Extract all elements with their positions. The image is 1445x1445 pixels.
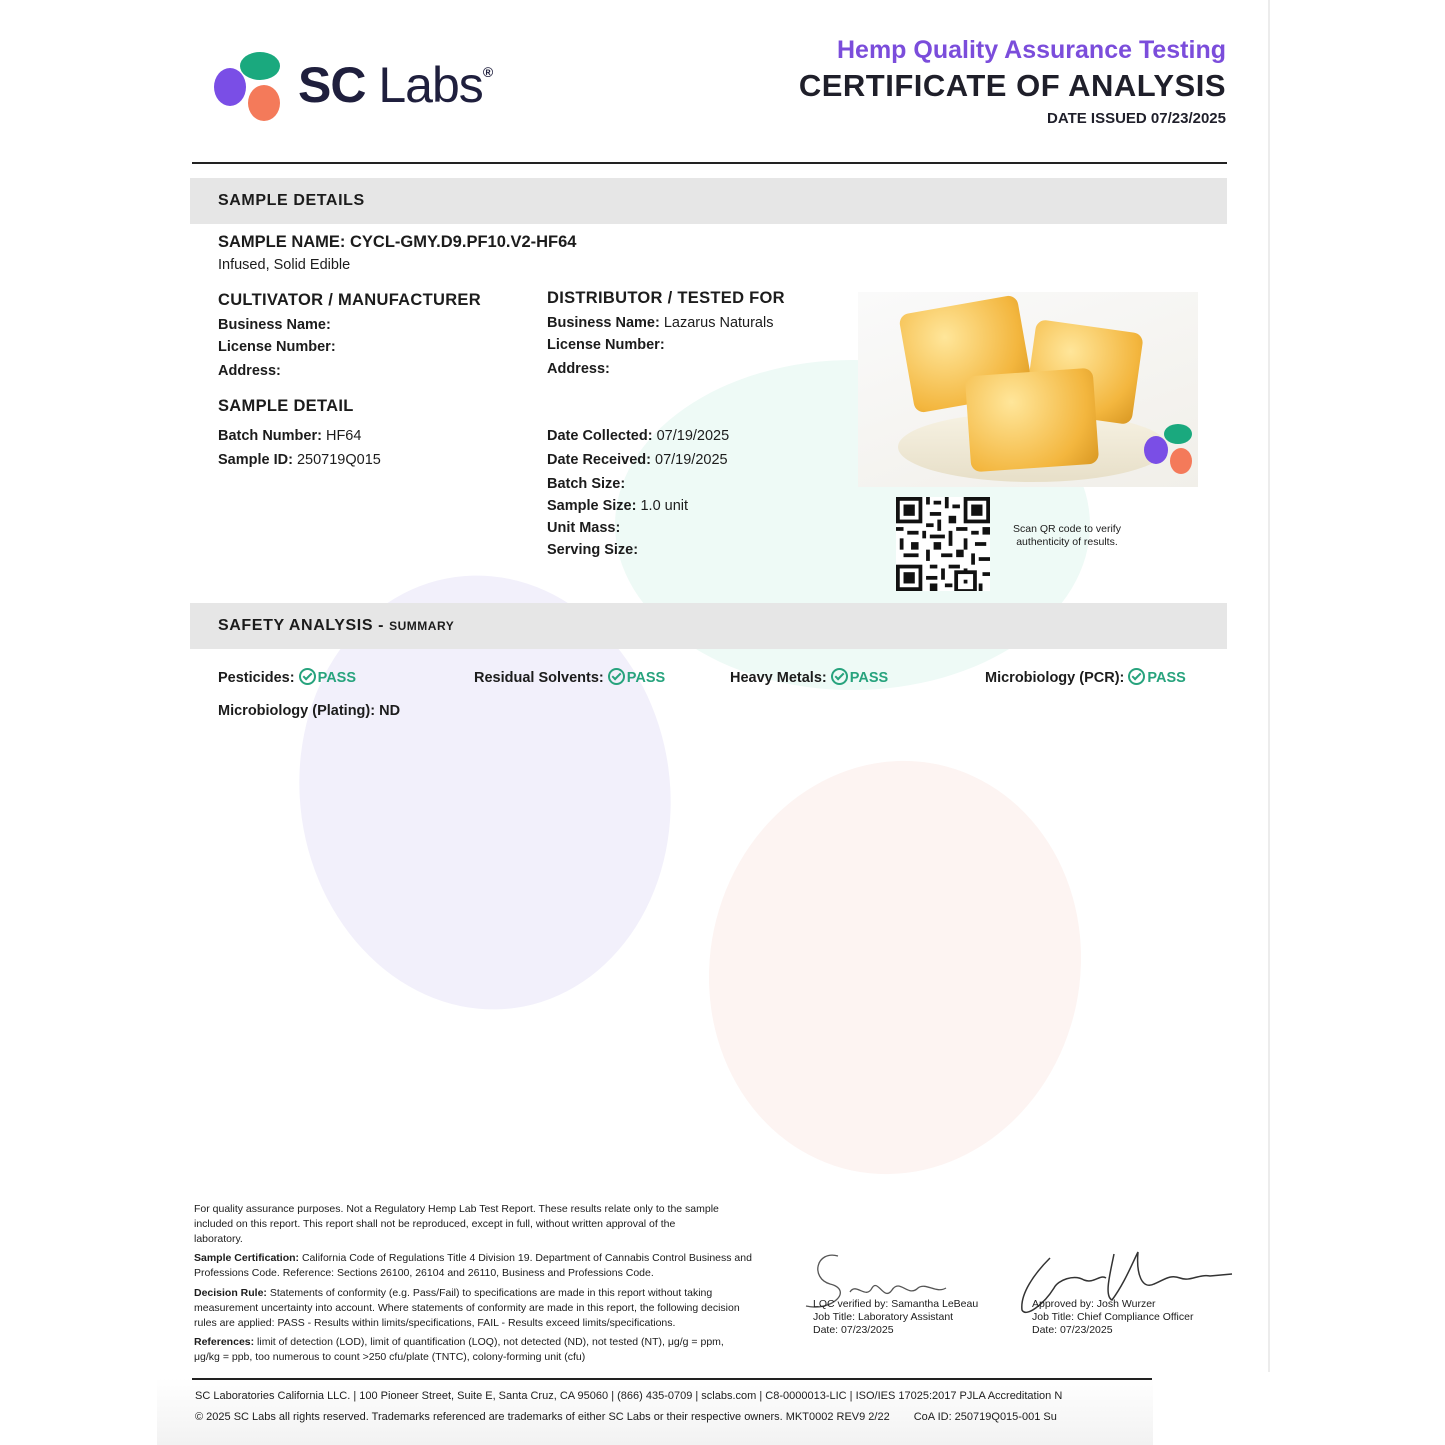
distributor-business: Business Name: Lazarus Naturals <box>547 315 774 331</box>
page-title: CERTIFICATE OF ANALYSIS <box>798 68 1226 103</box>
sample-id: Sample ID: 250719Q015 <box>218 452 381 468</box>
disclaimer-intro: For quality assurance purposes. Not a Regulatory Hemp Lab Test Report. These results relate only to the sample included on this report. This report shall not be reproduced, except in full, without written approval of the laboratory. <box>194 1203 719 1245</box>
batch-size-label: Batch Size: <box>547 476 626 492</box>
header-subtitle: Hemp Quality Assurance Testing <box>837 36 1226 64</box>
signature-lqc-block: LQC verified by: Samantha LeBeau Job Title: Laboratory Assistant Date: 07/23/2025 <box>813 1298 979 1336</box>
page-edge-rule <box>1268 0 1270 1372</box>
residual-solvents-result: Residual Solvents: PASS <box>474 670 666 686</box>
product-photo <box>858 292 1198 487</box>
signature-approval-block: Approved by: Josh Wurzer Job Title: Chief Compliance Officer Date: 07/23/2025 <box>1032 1298 1194 1336</box>
background-pink-blob <box>671 726 1119 1209</box>
distributor-heading: DISTRIBUTOR / TESTED FOR <box>547 289 785 307</box>
header-divider <box>192 162 1227 164</box>
cultivator-business-label: Business Name: <box>218 317 331 333</box>
sc-labs-mini-logo-icon <box>1144 424 1194 476</box>
cultivator-heading: CULTIVATOR / MANUFACTURER <box>218 291 481 309</box>
footer-company-line: SC Laboratories California LLC. | 100 Pioneer Street, Suite E, Santa Cruz, CA 95060 | (866) 435-0709 | sclabs.com | C8-0000013-LIC | ISO/IES 17025:2017 PJLA Accreditation N <box>195 1390 1063 1402</box>
check-circle-icon <box>608 668 625 685</box>
distributor-address-label: Address: <box>547 361 610 377</box>
check-circle-icon <box>299 668 316 685</box>
pesticides-result: Pesticides: PASS <box>218 670 357 686</box>
sample-category: Infused, Solid Edible <box>218 257 351 273</box>
sample-details-heading: SAMPLE DETAILS <box>218 192 365 209</box>
sample-name: SAMPLE NAME: CYCL-GMY.D9.PF10.V2-HF64 <box>218 233 577 251</box>
gummy-cube <box>965 368 1099 473</box>
distributor-license-label: License Number: <box>547 337 665 353</box>
sc-labs-logo-icon <box>214 52 284 124</box>
heavy-metals-result: Heavy Metals: PASS <box>730 670 889 686</box>
check-circle-icon <box>1128 668 1145 685</box>
date-received: Date Received: 07/19/2025 <box>547 452 728 468</box>
check-circle-icon <box>831 668 848 685</box>
unit-mass-label: Unit Mass: <box>547 520 621 536</box>
sample-detail-heading: SAMPLE DETAIL <box>218 397 354 415</box>
sample-certification: Sample Certification: California Code of Regulations Title 4 Division 19. Department of Cannabis Control Business and Professions Code. Reference: Sections 26100, 26104 and 26110, Business and Professions Code. <box>194 1252 752 1279</box>
qr-code-icon[interactable] <box>896 497 990 591</box>
sample-details-band <box>190 178 1227 224</box>
date-collected: Date Collected: 07/19/2025 <box>547 428 730 444</box>
serving-size-label: Serving Size: <box>547 542 639 558</box>
brand-wordmark: SC Labs® <box>298 57 493 113</box>
sample-size: Sample Size: 1.0 unit <box>547 498 689 514</box>
qr-verify-note: Scan QR code to verify authenticity of results. <box>1013 523 1121 548</box>
microbiology-plating-result: Microbiology (Plating): ND <box>218 703 401 719</box>
batch-number: Batch Number: HF64 <box>218 428 362 444</box>
footer-divider <box>192 1378 1152 1380</box>
footer-copyright-line: © 2025 SC Labs all rights reserved. Trademarks referenced are trademarks of either SC Labs or their respective owners. MKT0002 REV9 2/22 CoA ID: 250719Q015-001 Su <box>195 1411 1057 1423</box>
cultivator-license-label: License Number: <box>218 339 336 355</box>
safety-analysis-heading: SAFETY ANALYSIS - SUMMARY <box>218 617 455 634</box>
references: References: limit of detection (LOD), limit of quantification (LOQ), not detected (ND), not tested (NT), μg/g = ppm, μg/kg = ppb, too numerous to count >250 cfu/plate (TNTC), colony-forming unit (cfu) <box>194 1336 724 1363</box>
decision-rule: Decision Rule: Statements of conformity (e.g. Pass/Fail) to specifications are made in this report without taking measurement uncertainty into account. Where statements of conformity are made in this report, the following decision rules are applied: PASS - Results within limits/specifications, FAIL - Results exceed limits/specifications. <box>194 1287 740 1329</box>
date-issued: DATE ISSUED 07/23/2025 <box>1047 110 1226 127</box>
microbiology-pcr-result: Microbiology (PCR): PASS <box>985 670 1186 686</box>
cultivator-address-label: Address: <box>218 363 281 379</box>
safety-analysis-band <box>190 603 1227 649</box>
